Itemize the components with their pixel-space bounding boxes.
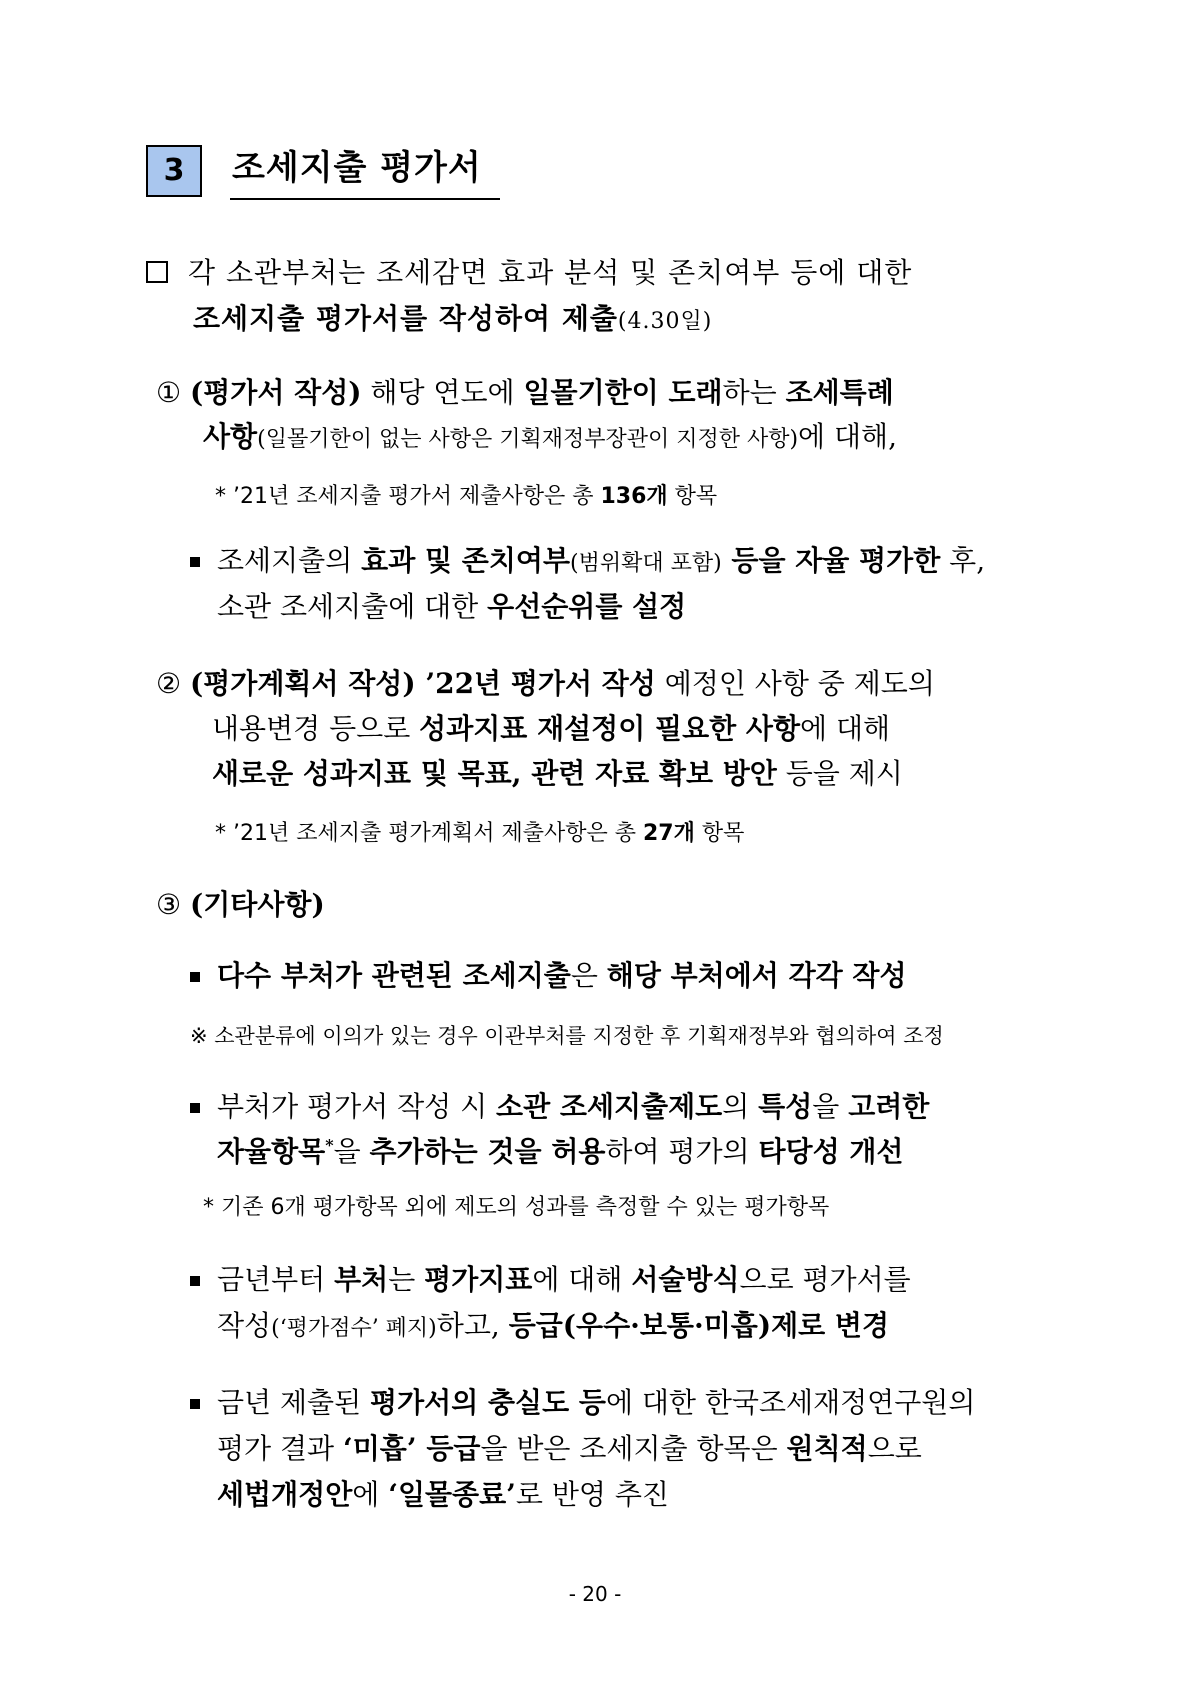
item3-bullet2-line-2	[217, 1136, 903, 1168]
item2-line-1	[156, 668, 935, 700]
section-title-underline	[230, 198, 500, 200]
item3-b3-emphasis-2: 평가지표	[424, 1263, 533, 1296]
item3-b4-text-5: 으로	[867, 1432, 922, 1465]
item1-line-1	[156, 377, 894, 409]
item1-line-2	[203, 421, 897, 453]
item3-b2-text-3: 을	[812, 1090, 849, 1123]
bullet-icon	[190, 557, 200, 567]
item3-bullet4-line-2	[217, 1433, 922, 1465]
page-number: - 20 -	[568, 1582, 622, 1606]
item3-ref-note: ※ 소관분류에 이의가 있는 경우 이관부처를 지정한 후 기획재정부와 협의하여 조정	[190, 1024, 944, 1048]
item3-bullet4-line-3	[217, 1479, 669, 1511]
item2-emphasis: 성과지표 재설정이 필요한 사항	[419, 712, 801, 745]
item3-line-1	[156, 889, 325, 921]
bullet-icon	[190, 1399, 200, 1409]
item3-bullet4-line-1	[217, 1387, 975, 1419]
item3-b4-emphasis-3: 원칙적	[786, 1432, 868, 1465]
item3-b2-text-2: 의	[722, 1090, 759, 1123]
item1-text: 해당 연도에	[361, 376, 524, 409]
item3-b1-emphasis-2: 해당 부처에서 각각 작성	[606, 959, 907, 992]
item1-text-2: 하는	[722, 376, 786, 409]
item2-line-2	[212, 713, 890, 745]
item1-bullet-emphasis-3: 우선순위를 설정	[487, 590, 687, 623]
item2-note-count: 27개	[642, 821, 695, 846]
item3-b4-text-6: 에	[352, 1478, 389, 1511]
item3-b3-text-6: 하고,	[436, 1309, 509, 1342]
intro-text-1: 각 소관부처는 조세감면 효과 분석 및 존치여부 등에 대한	[188, 256, 913, 289]
item3-b3-parenthetical: (‘평가점수’ 폐지)	[271, 1316, 437, 1341]
bullet-icon	[190, 1103, 200, 1113]
item3-b4-text: 금년 제출된	[217, 1386, 371, 1419]
item2-text-4: 등을 제시	[776, 757, 903, 790]
item1-parenthetical: (일몰기한이 없는 사항은 기획재정부장관이 지정한 사항)	[257, 427, 799, 452]
item3-b3-text-5: 작성	[217, 1309, 272, 1342]
item3-b3-text-4: 으로 평가서를	[739, 1263, 911, 1296]
bullet-icon	[190, 972, 200, 982]
item3-b2-emphasis-5: 추가하는 것을 허용	[369, 1135, 606, 1168]
item2-emphasis-2: 새로운 성과지표 및 목표, 관련 자료 확보 방안	[212, 757, 777, 790]
item1-emphasis-1: 일몰기한이 도래	[523, 376, 723, 409]
item3-b2-emphasis-3: 고려한	[848, 1090, 930, 1123]
item1-bullet-line-1	[217, 545, 985, 577]
item1-bullet-emphasis: 효과 및 존치여부	[361, 544, 570, 577]
item1-emphasis-2: 조세특례	[785, 376, 894, 409]
item2-line-3	[212, 758, 903, 790]
item3-b2-emphasis-6: 타당성 개선	[758, 1135, 904, 1168]
item1-note-text: * ’21년 조세지출 평가서 제출사항은 총	[215, 484, 601, 509]
intro-bold-text: 조세지출 평가서를 작성하여 제출	[193, 302, 618, 335]
item3-note2: * 기존 6개 평가항목 외에 제도의 성과를 측정할 수 있는 평가항목	[203, 1195, 830, 1220]
item3-bullet2-line-1	[217, 1091, 929, 1123]
item3-b4-emphasis: 평가서의 충실도 등	[370, 1386, 606, 1419]
item2-note-suffix: 항목	[694, 821, 745, 846]
item1-note-suffix: 항목	[667, 484, 718, 509]
item1-bullet-text: 조세지출의	[217, 544, 362, 577]
item3-b4-text-2: 에 대한 한국조세재정연구원의	[605, 1386, 976, 1419]
item3-bullet1	[217, 960, 907, 992]
item3-b3-text: 금년부터	[217, 1263, 335, 1296]
item2-marker: ②	[156, 667, 182, 700]
item3-heading: (기타사항)	[190, 888, 325, 921]
item1-bullet-text-3: 소관 조세지출에 대한	[217, 590, 488, 623]
footnote-asterisk: *	[325, 1135, 334, 1155]
item3-b2-emphasis: 소관 조세지출제도	[496, 1090, 723, 1123]
item3-b1-emphasis: 다수 부처가 관련된 조세지출	[217, 959, 571, 992]
section-number-box: 3	[146, 145, 202, 197]
section-title: 조세지출 평가서	[232, 148, 482, 188]
checkbox-square-icon	[146, 261, 168, 283]
item3-b3-text-2: 는	[388, 1263, 425, 1296]
item1-emphasis-3: 사항	[203, 420, 258, 453]
item3-b3-emphasis: 부처	[334, 1263, 389, 1296]
item3-b2-emphasis-2: 특성	[758, 1090, 813, 1123]
item2-text-2: 내용변경 등으로	[212, 712, 420, 745]
item3-b3-text-3: 에 대해	[532, 1263, 632, 1296]
item3-b2-text-4: 을	[333, 1135, 370, 1168]
item1-bullet-text-2: 후,	[940, 544, 986, 577]
item3-b4-text-3: 평가 결과	[217, 1432, 343, 1465]
item2-heading: (평가계획서 작성) ’22년 평가서 작성	[190, 667, 656, 700]
item3-b4-emphasis-2: ‘미흡’ 등급	[343, 1432, 481, 1465]
item3-b4-text-7: 로 반영 추진	[515, 1478, 669, 1511]
item3-bullet3-line-1	[217, 1264, 911, 1296]
item3-b3-emphasis-4: 등급(우수·보통·미흡)제로 변경	[508, 1309, 890, 1342]
item1-note	[215, 484, 717, 509]
item2-text-3: 에 대해	[800, 712, 891, 745]
item1-heading: (평가서 작성)	[190, 376, 362, 409]
item3-b4-emphasis-4: 세법개정안	[217, 1478, 353, 1511]
item3-marker: ③	[156, 888, 182, 921]
item1-bullet-emphasis-2: 등을 자율 평가한	[721, 544, 941, 577]
item1-bullet-line-2	[217, 591, 686, 623]
item3-b1-text: 은	[570, 959, 607, 992]
intro-date: (4.30일)	[617, 309, 713, 334]
item3-b4-emphasis-5: ‘일몰종료’	[388, 1478, 516, 1511]
item3-bullet3-line-2	[217, 1310, 889, 1342]
item1-text-3: 에 대해,	[798, 420, 897, 453]
item1-note-count: 136개	[600, 484, 668, 509]
item1-bullet-parenthetical: (범위확대 포함)	[570, 551, 722, 576]
item3-b3-emphasis-3: 서술방식	[631, 1263, 740, 1296]
item1-marker: ①	[156, 376, 182, 409]
item3-b4-text-4: 을 받은 조세지출 항목은	[480, 1432, 787, 1465]
bullet-icon	[190, 1276, 200, 1286]
item2-note	[215, 821, 744, 846]
item2-note-text: * ’21년 조세지출 평가계획서 제출사항은 총	[215, 821, 643, 846]
item3-b2-text: 부처가 평가서 작성 시	[217, 1090, 497, 1123]
intro-line-1	[146, 257, 912, 289]
intro-line-2	[193, 303, 712, 335]
item3-b2-text-5: 하여 평가의	[605, 1135, 759, 1168]
item3-b2-emphasis-4: 자율항목	[217, 1135, 326, 1168]
item2-text: 예정인 사항 중 제도의	[655, 667, 935, 700]
